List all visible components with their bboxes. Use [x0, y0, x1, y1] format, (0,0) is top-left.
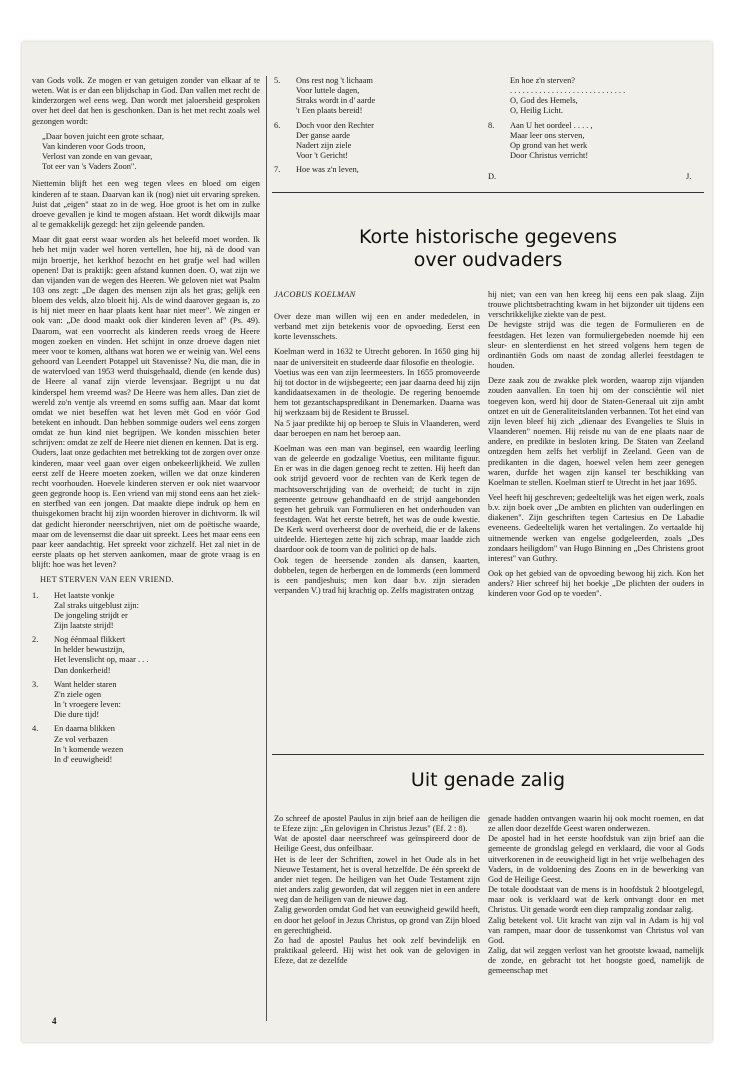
poem-stanza-7: 7. Hoe was z'n leven, — [274, 165, 359, 175]
poem-continuation-a — [274, 76, 479, 179]
left-intro: van Gods volk. Ze mogen er van getuigen zonder van elkaar af te weten. Wat is er dan een blijdschap in God. Dan vallen met recht de kinderzorgen wel eens weg. Dan wordt met jaloersheid gesproken over het deel dat hen is geschonken. Dan is het met recht zoals wel gezongen wordt: — [32, 76, 260, 126]
article-1-column-2: hij niet; van een van hen kreeg hij eens een pak slaag. Zijn trouwe plichtsbetrachting kwam in het bijzonder uit tijdens een verschrikkelijke ziekte van de pest. De hevigste strijd was die tegen de Formulieren en de feestdagen. Het lezen van formuliergebeden noemde hij een sleur- en slenterdienst en het streed volgens hem tegen de ordinantiën Gods om naast de zondag allerlei feestdagen te houden. Deze zaak zou de zwakke plek worden, waarop zijn vijanden zouden aanvallen. En toen hij om der consciëntie wil niet toegeven kon, werd hij door de Staten-Generaal uit zijn ambt ontzet en uit de Generaliteitslanden verbannen. Tot het eind van zijn leven bleef hij zich „dienaar des Evangelies te Sluis in Vlaanderen" noemen. Hij reisde nu van de ene plaats naar de andere, en predikte in besloten kring. De Staten van Zeeland ontzegden hem zelfs het verblijf in Zeeland. Geen van de predikanten in die dagen, hoewel velen hem zeer genegen waren, durfde het wagen zijn kansel ter beschikking van Koelman te stellen. Koelman stierf te Utrecht in het jaar 1695. Veel heeft hij geschreven; gedeeltelijk was het eigen werk, zoals b.v. zijn boek over „De ambten en plichten van ouderlingen en diakenen". Zijn geschriften tegen Cartesius en De Labadie eveneens. Gedeeltelijk waren het vertalingen. Zo vertaalde hij uitnemende werken van engelse godgeleerden, zoals „Des zondaars heiligdom" van Hugo Binning en „Des Christens groot interest" van Guthry. Ook op het gebied van de opvoeding bewoog hij zich. Kon het anders? Hier schreef hij het boekje „De plichten der ouders in kinderen voor God op te voeden". — [488, 290, 704, 599]
page-number: 4 — [52, 1016, 57, 1026]
poem-signature-right: J. — [686, 172, 692, 181]
poem-stanza-4: 4. En daarna blikken Ze vol verbazen In 't komende wezen In d' eeuwigheid! — [32, 724, 124, 764]
article-1-headline: Korte historische gegevens over oudvaders — [358, 226, 617, 271]
poem-stanza-1: 1. Het laatste vonkje Zal straks uitgeblust zijn: De jongeling strijdt er Zijn laatste strijd! — [32, 590, 139, 630]
poem-title: HET STERVEN VAN EEN VRIEND. — [40, 575, 174, 585]
quote-line: „Daar boven juicht een grote schaar, — [42, 131, 164, 141]
poem-stanza-2: 2. Nog éénmaal flikkert In helder bewustzijn, Het levenslicht op, maar . . . Dan donkerheid! — [32, 635, 149, 675]
newspaper-page — [22, 42, 712, 1042]
quote-line: Van kinderen voor Gods troon, — [42, 141, 146, 151]
poem-stanza-6: 6. Doch voor den Rechter Der ganse aarde Nadert zijn ziele Voor 't Gericht! — [274, 120, 374, 161]
poem-continuation-b — [488, 76, 703, 165]
poem-stanza-8: 8. Aan U het oordeel . . . . , Maar leer ons sterven, Op grond van het werk Door Christus verricht! — [488, 120, 593, 161]
article-1-column-1: Over deze man willen wij een en ander mededelen, in verband met zijn betekenis voor de opvoeding. Eerst een korte levensschets. Koelman werd in 1632 te Utrecht geboren. In 1650 ging hij naar de universiteit en studeerde daar filosofie en theologie. Voetius was een van zijn leermeesters. In 1655 promoveerde hij tot doctor in de wijsbegeerte; een jaar daarna deed hij zijn kandidaatsexamen in de theologie. De regering benoemde hem tot gezantschapspredikant in Denemarken. Daarna was hij werkzaam bij de Resident te Brussel. Na 5 jaar predikte hij op beroep te Sluis in Vlaanderen, werd daar beroepen en nam het beroep aan. Koelman was een man van beginsel, een waardig leerling van de geleerde en godzalige Voetius, een militante figuur. En er was in die dagen genoeg recht te zetten. Hij heeft dan ook strijd gevoerd voor de rechten van de Kerk tegen de machtsoverschrijding van de overheid; de tucht in zijn gemeente getrouw gehandhaafd en de strijd aangebonden tegen het gebruik van Formulieren en het onderhouden van feestdagen. Wat het eerste betreft, het was de oude kwestie. De Kerk werd overheerst door de overheid, die er de lakens uitdeelde. Hiertegen zette hij zich schrap, maar laadde zich daardoor ook de toorn van de politici op de hals. Ook tegen de heersende zonden als dansen, kaarten, dobbelen, tegen de herbergen en de lommerds (een lommerd is een pandjeshuis; men kon daar b.v. zijn sieraden verpanden V.) trad hij krachtig op. Zelfs magistraten ontzag — [274, 312, 480, 596]
poem-stanza-5: 5. Ons rest nog 't lichaam Voor luttele dagen, Straks wordt in d' aarde 't Een plaats bereid! — [274, 76, 376, 116]
article-1-author: JACOBUS KOELMAN — [274, 290, 356, 299]
article-2-column-1: Zo schreef de apostel Paulus in zijn brief aan de heiligen die te Efeze zijn: „En gelovigen in Christus Jezus" (Ef. 2 : 8). Wat de apostel daar neerschreef was geïnspireerd door de Heilige Geest, dus onfeilbaar. Het is de leer der Schriften, zowel in het Oude als in het Nieuwe Testament, het is overal hetzelfde. De één spreekt de ander niet tegen. De heiligen van het Oude Testament zijn niet anders zalig geworden, dat wil zeggen niet in een andere weg dan de heiligen van de nieuwe dag. Zalig geworden omdat God het van eeuwigheid gewild heeft, en door het geloof in Jezus Christus, op grond van Zijn bloed en gerechtigheid. Zo had de apostel Paulus het ook zelf bevindelijk en praktikaal geleerd. Hij wist het ook van de gelovigen in Efeze, dat ze dezelfde — [274, 814, 480, 966]
article-2-headline: Uit genade zalig — [410, 769, 566, 791]
left-paragraph-1: Niettemin blijft het een weg tegen vlees en bloed om eigen kinderen af te staan. Daarvan kan ik (nog) niet uit ervaring spreken. Juist dat „eigen" staat zo in de weg. Hoe groot is het om in zulke droeve gevallen je kind te mogen afstaan. Het wordt dikwijls maar al te gemakkelijk gezegd: het zijn geleende panden. — [32, 179, 260, 230]
left-column — [32, 76, 260, 769]
quote-line: Tot eer van 's Vaders Zoon". — [42, 162, 137, 172]
left-paragraph-3: Ouders, laat onze gedachten met betrekking tot de zorgen over onze kinderen, maar veel gaan over eigen onbekeerlijkheid. We zullen eerst zelf de Heere moeten zoeken, willen we dat onze kinderen recht voorhouden. Hoevele kinderen sterven er ook niet waarvoor geen gegronde hoop is. Een vriend van mij stond eens aan het ziek- en sterfbed van een jongen. Dat maakte diepe indruk op hem en thuisgekomen bracht hij zijn woorden hierover in dichtvorm. Ik wil dat gedicht hieronder neerschrijven, niet om de poëtische waarde, maar om de levensernst die daar uit spreekt. Lees het maar eens een paar keer aandachtig. Het spreekt voor zichzelf. Het zal niet in de eerste plaats op het sterven aankomen, maar de grote vraag is en blijft: hoe was het leven? — [32, 448, 260, 570]
poem-stanza-3: 3. Want helder staren Z'n ziele ogen In 't vroegere leven: Die dure tijd! — [32, 679, 121, 720]
poem-signature-left: D. — [488, 172, 497, 181]
poem-stanza-7-continued: En hoe z'n sterven? . . . . . . . . . . . . . . . . . . . . . . . . . . . . O, God des Hemels, O, Heilig Licht. — [510, 76, 626, 116]
quote-line: Verlost van zonde en van gevaar, — [42, 152, 153, 162]
left-paragraph-2: Maar dit gaat eerst waar worden als het beleefd moet worden. Ik heb het mijn vader wel horen vertellen, hoe hij, nà de dood van mijn broertje, het kerkhof bezocht en het grafje wel had willen openen! Dat is praktijk: geen afstand kunnen doen. O, wat zijn we dan vijanden van de wegen des Heeren. We geloven niet wat Psalm 103 ons zegt: „De dagen des mensen zijn als het gras; gelijk een bloem des velds, alzo bloeit hij. Als de wind daarover gegaan is, zo is hij niet meer en haar plaats kent haar niet meer". We zingen er ook van: „De dood maakt ook dier kinderen leven af" (Ps. 49). Daarom, wat een voorrecht als kinderen reeds vroeg de Heere mogen zoeken en vinden. Het schijnt in onze droeve dagen niet meer voor te komen, althans wat horen we er weinig van. Wel eens gehoord van Leendert Potappel uit Stavenisse? Nu, die man, die in de watervloed van 1953 werd thuisgehaald, diende (en kende dus) de Heere al vanaf zijn vierde levensjaar. Begrijpt u nu dat kinderspel hem vreemd was? De Heere was hem alles. Dan ziet de wereld zo'n ventje als vreemd en soms suffig aan. Maar dat komt omdat we niet beseffen wat het leven mèt God en vóór God betekent en inhoudt. Dan hebben sommige ouders wel eens zorgen omdat ze hun kind niet begrijpen. We konden misschien beter schrijven: omdat ze zelf de Heere niet dienen en kennen. Dat is erg. — [32, 235, 260, 448]
quote-verse — [42, 132, 260, 173]
section-divider-middle — [272, 754, 704, 755]
column-divider — [266, 76, 267, 1021]
section-divider-top — [272, 192, 704, 193]
article-2-column-2: genade hadden ontvangen waarin hij ook mocht roemen, en dat ze allen door dezelfde Geest waren onderwezen. De apostel had in het eerste hoofdstuk van zijn brief aan die gemeente de grondslag gelegd en verklaard, die voor al Gods uitverkorenen in de eeuwigheid ligt in het vrije welbehagen des Vaders, in de voldoening des Zoons en in de bewerking van God de Heilige Geest. De totale doodstaat van de mens is in hoofdstuk 2 blootgelegd, maar ook is verklaard wat de kerk ontvangt door en met Christus. Uit genade wordt een diep rampzalig zondaar zalig. Zalig betekent vol. Uit kracht van zijn val in Adam is hij vol van rampen, maar door de tussenkomst van Christus vol van God. Zalig, dat wil zeggen verlost van het grootste kwaad, namelijk de zonde, en gebracht tot het hoogste goed, namelijk de gemeenschap met — [488, 814, 704, 976]
